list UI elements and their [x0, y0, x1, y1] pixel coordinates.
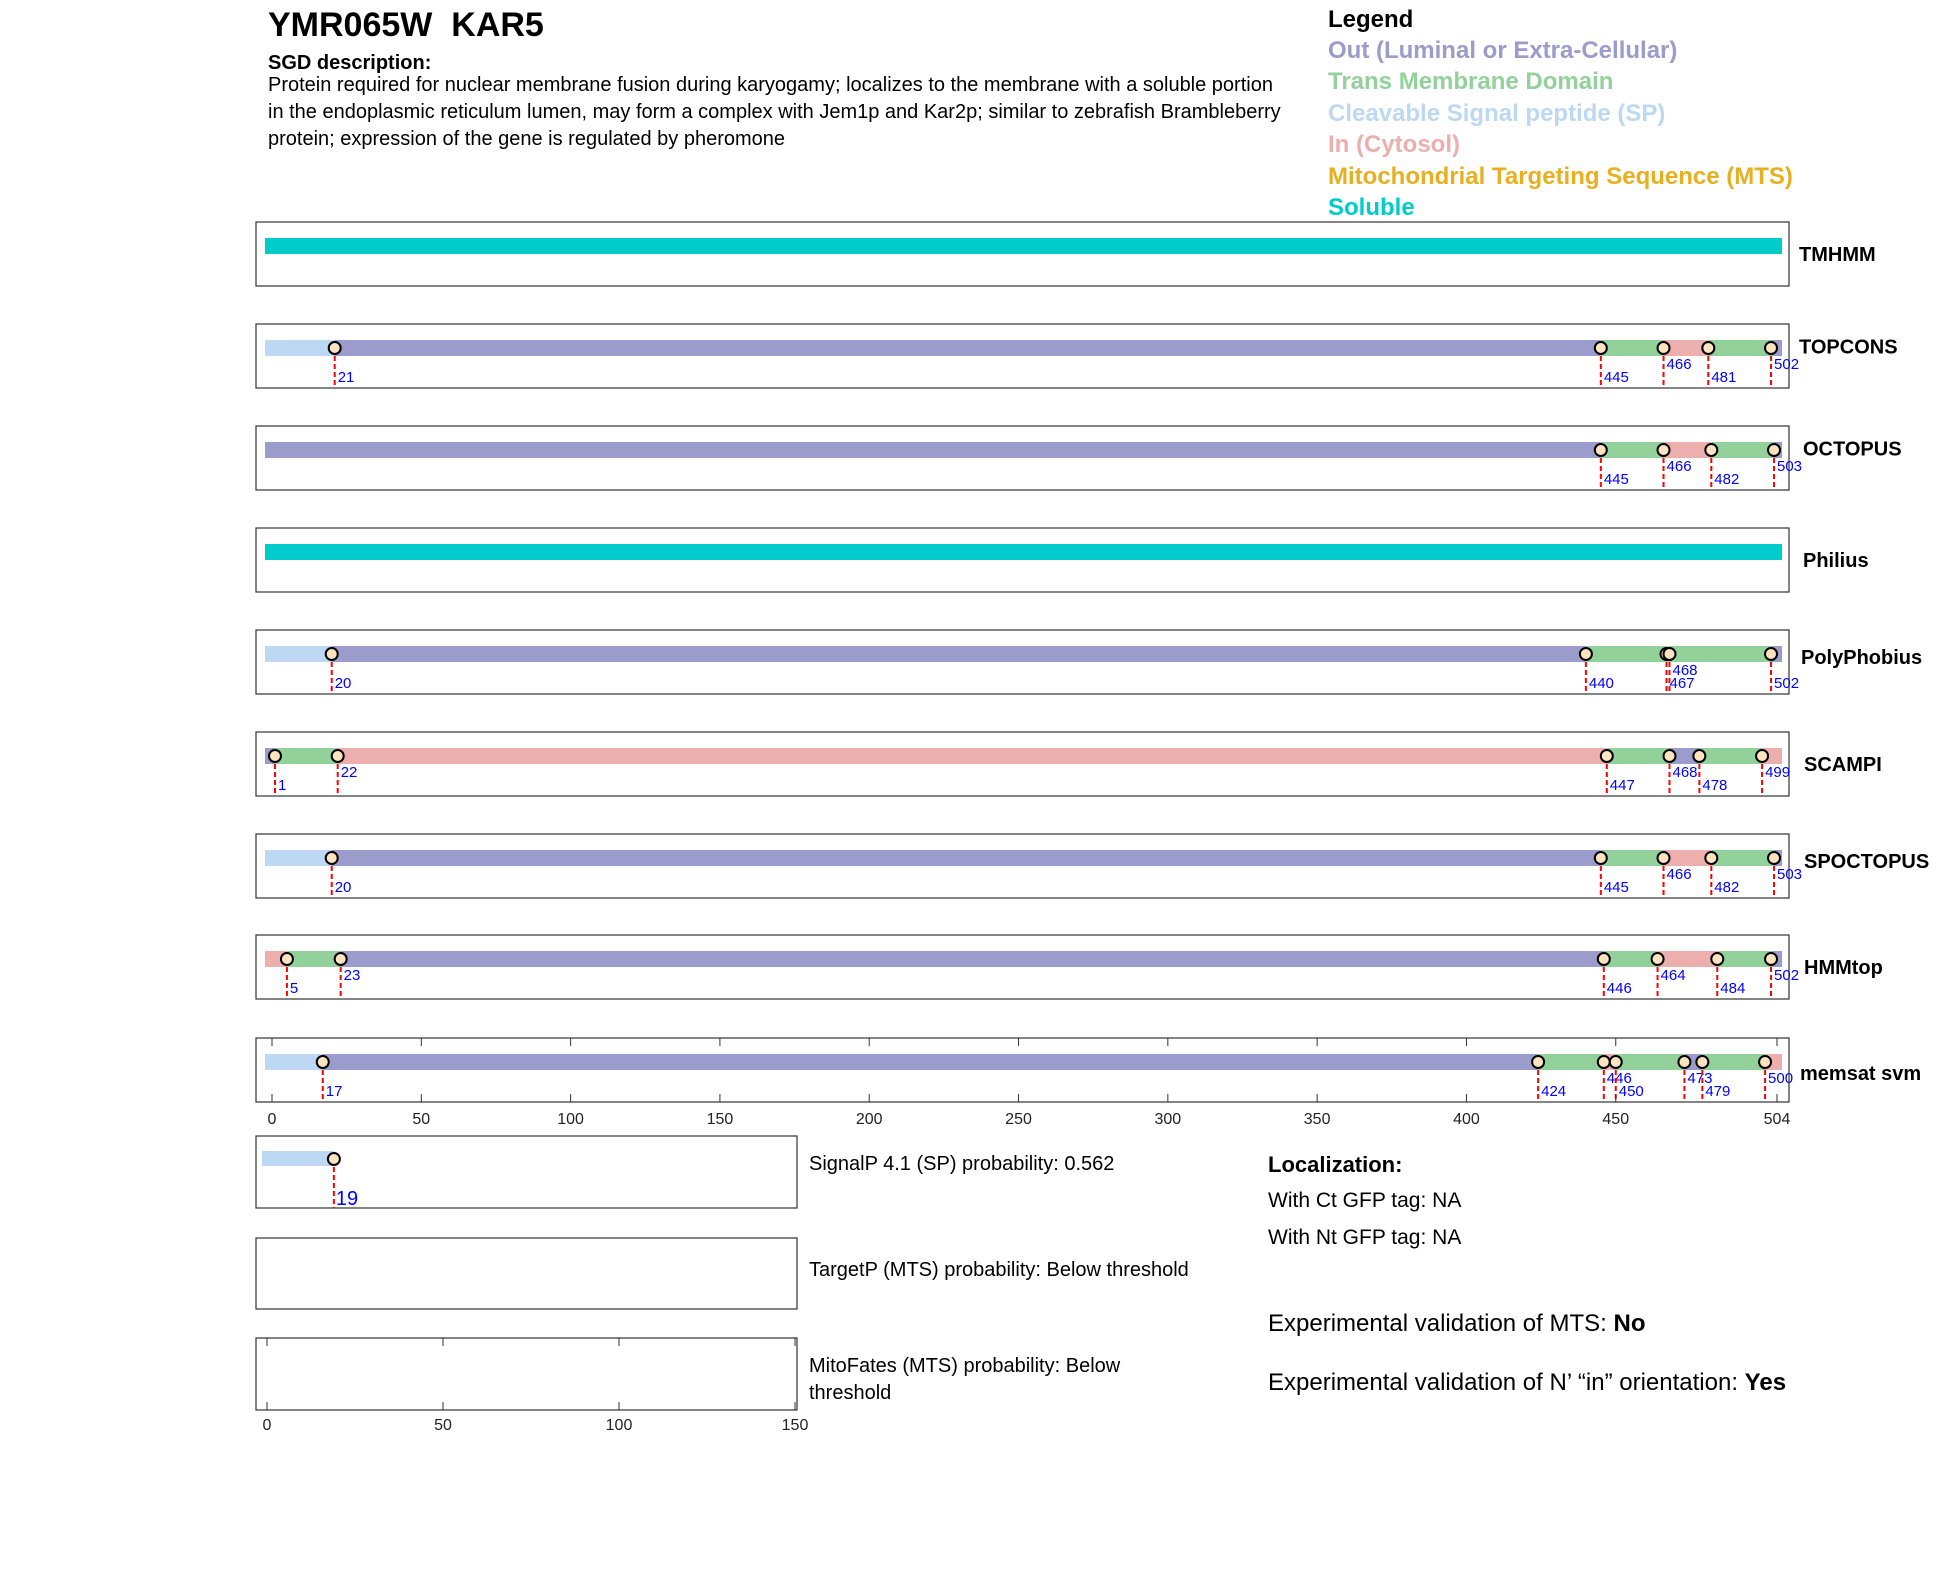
segment-out [341, 951, 1604, 967]
segment-in [1664, 850, 1712, 866]
marker-label: 466 [1666, 356, 1692, 373]
small-track-frame [256, 1238, 797, 1309]
track-name: OCTOPUS [1803, 438, 1902, 461]
axis-tick-label: 350 [1303, 1111, 1331, 1128]
marker-dot [1658, 342, 1670, 354]
marker-label: 478 [1702, 777, 1728, 794]
marker-label: 482 [1714, 879, 1740, 896]
legend-item-mts: Mitochondrial Targeting Sequence (MTS) [1328, 163, 1793, 190]
segment-sp [262, 1151, 334, 1166]
marker-dot [269, 750, 281, 762]
marker-dot [1658, 852, 1670, 864]
marker-dot [335, 953, 347, 965]
axis-tick-label: 50 [434, 1417, 452, 1434]
marker-dot [1664, 750, 1676, 762]
signalp-probability: SignalP 4.1 (SP) probability: 0.562 [809, 1153, 1115, 1175]
axis-tick-label: 450 [1602, 1111, 1630, 1128]
marker-dot [1652, 953, 1664, 965]
axis-tick-label: 0 [262, 1417, 272, 1434]
axis-tick-label: 150 [781, 1417, 809, 1434]
marker-label: 503 [1777, 866, 1803, 883]
track-name: TOPCONS [1799, 336, 1898, 359]
track-polyphobius [256, 630, 1922, 694]
track-octopus [256, 426, 1902, 490]
marker-dot [1756, 750, 1768, 762]
segment-in [1664, 442, 1712, 458]
marker-dot [1595, 444, 1607, 456]
track-spoctopus [256, 834, 1929, 898]
mitofates-probability: MitoFates (MTS) probability: Below threshold [809, 1355, 1121, 1404]
marker-label: 466 [1666, 866, 1692, 883]
segment-tm [1711, 850, 1774, 866]
marker-label: 479 [1705, 1083, 1731, 1100]
marker-label: 445 [1603, 369, 1629, 386]
segment-tm [1604, 951, 1658, 967]
marker-dot [1532, 1056, 1544, 1068]
legend-item-out: Out (Luminal or Extra-Cellular) [1328, 37, 1678, 64]
segment-tm [1711, 442, 1774, 458]
marker-label: 468 [1672, 764, 1698, 781]
legend-title: Legend [1328, 6, 1414, 33]
segment-tm [275, 748, 338, 764]
experimental-mts [1268, 1310, 1645, 1338]
small-track-targetp [256, 1238, 797, 1309]
marker-label: 21 [337, 369, 355, 386]
segment-in [338, 748, 1607, 764]
track-topcons [256, 324, 1898, 388]
segment-tm [1607, 748, 1670, 764]
track-name: SPOCTOPUS [1804, 850, 1930, 873]
marker-label: 502 [1774, 356, 1800, 373]
experimental-mts-label: Experimental validation of MTS: [1268, 1310, 1614, 1337]
marker-label: 446 [1606, 980, 1632, 997]
marker-dot [1768, 852, 1780, 864]
marker-dot [1598, 1056, 1610, 1068]
marker-dot [326, 648, 338, 660]
marker-dot [281, 953, 293, 965]
segment-sp [265, 340, 335, 356]
axis-tick-label: 250 [1005, 1111, 1032, 1128]
marker-dot [1702, 342, 1714, 354]
marker-dot [1610, 1056, 1622, 1068]
marker-label: 468 [1672, 662, 1698, 679]
marker-dot [1765, 648, 1777, 660]
marker-label: 446 [1606, 1070, 1632, 1087]
segment-out [323, 1054, 1538, 1070]
axis-tick-label: 0 [267, 1111, 277, 1128]
legend-item-in: In (Cytosol) [1328, 131, 1460, 158]
experimental-mts-value: No [1613, 1310, 1646, 1337]
segment-tm [1601, 442, 1664, 458]
segment-tm [1708, 340, 1771, 356]
localization-ct: With Ct GFP tag: NA [1268, 1189, 1462, 1212]
marker-label: 482 [1714, 471, 1740, 488]
marker-dot [1759, 1056, 1771, 1068]
segment-in [1658, 951, 1718, 967]
track-name: PolyPhobius [1801, 646, 1923, 669]
legend-item-sp: Cleavable Signal peptide (SP) [1328, 100, 1666, 127]
sgd-heading: SGD description: [268, 52, 432, 74]
segment-sp [265, 1054, 323, 1070]
marker-label: 447 [1609, 777, 1635, 794]
marker-dot [1696, 1056, 1708, 1068]
marker-label: 20 [334, 879, 352, 896]
marker-label: 502 [1774, 675, 1800, 692]
marker-label: 500 [1768, 1070, 1794, 1087]
segment-tm [1702, 1054, 1765, 1070]
gene-title: YMR065W KAR5 [268, 6, 544, 44]
marker-dot [332, 750, 344, 762]
marker-label: 503 [1777, 458, 1803, 475]
legend-item-tm: Trans Membrane Domain [1328, 68, 1614, 95]
segment-sp [265, 646, 332, 662]
marker-dot [1765, 342, 1777, 354]
track-name: HMMtop [1804, 957, 1883, 979]
marker-label: 5 [289, 980, 299, 997]
track-name: TMHMM [1799, 244, 1876, 266]
localization-heading: Localization: [1268, 1152, 1403, 1177]
marker-dot [1768, 444, 1780, 456]
marker-label: 481 [1711, 369, 1737, 386]
marker-dot [1598, 953, 1610, 965]
marker-label: 445 [1603, 879, 1629, 896]
track-scampi [256, 732, 1882, 796]
segment-out [265, 442, 1601, 458]
marker-dot [1601, 750, 1613, 762]
track-name: SCAMPI [1804, 754, 1882, 776]
marker-label: 1 [277, 777, 287, 794]
track-tmhmm [256, 222, 1876, 286]
marker-dot [1658, 444, 1670, 456]
marker-label: 424 [1541, 1083, 1567, 1100]
track-memsat-svm [256, 1038, 1921, 1102]
track-hmmtop [256, 935, 1883, 999]
track-philius [256, 528, 1869, 592]
marker-label: 502 [1774, 967, 1800, 984]
marker-dot [329, 342, 341, 354]
localization-nt: With Nt GFP tag: NA [1268, 1226, 1462, 1249]
experimental-n-in [1268, 1369, 1786, 1397]
segment-tm [287, 951, 341, 967]
targetp-probability: TargetP (MTS) probability: Below threshold [809, 1259, 1189, 1281]
segment-tm [1601, 340, 1664, 356]
segment-tm [1717, 951, 1771, 967]
marker-dot [1765, 953, 1777, 965]
marker-dot [1580, 648, 1592, 660]
marker-label: 467 [1669, 675, 1695, 692]
marker-label: 23 [343, 967, 361, 984]
marker-dot [1664, 648, 1676, 660]
marker-label: 20 [334, 675, 352, 692]
marker-label: 17 [325, 1083, 343, 1100]
experimental-n-in-value: Yes [1744, 1369, 1787, 1396]
legend-item-soluble: Soluble [1328, 194, 1415, 221]
marker-label: 19 [335, 1188, 359, 1210]
marker-label: 484 [1720, 980, 1746, 997]
segment-soluble [265, 238, 1782, 254]
marker-label: 464 [1660, 967, 1686, 984]
marker-dot [328, 1153, 340, 1165]
track-name: Philius [1803, 550, 1869, 572]
marker-dot [1705, 444, 1717, 456]
marker-dot [1693, 750, 1705, 762]
track-name: memsat svm [1800, 1063, 1922, 1086]
axis-tick-label: 504 [1763, 1111, 1791, 1128]
axis-tick-label: 300 [1154, 1111, 1182, 1128]
marker-label: 499 [1765, 764, 1791, 781]
segment-tm [1699, 748, 1762, 764]
small-track-frame [256, 1338, 797, 1410]
segment-sp [265, 850, 332, 866]
marker-label: 22 [340, 764, 358, 781]
experimental-n-in-label: Experimental validation of N’ “in” orientation: [1268, 1369, 1745, 1396]
segment-tm [1601, 850, 1664, 866]
sgd-description: Protein required for nuclear membrane fusion during karyogamy; localizes to the membrane with a soluble portion in the endoplasmic reticulum lumen, may form a complex with Jem1p and Kar2p; similar to zebrafish Brambleberry protein; expression of the gene is regulated by pheromone [268, 74, 1281, 150]
marker-dot [1595, 852, 1607, 864]
marker-label: 466 [1666, 458, 1692, 475]
axis-tick-label: 200 [855, 1111, 883, 1128]
marker-dot [317, 1056, 329, 1068]
marker-dot [1711, 953, 1723, 965]
segment-soluble [265, 544, 1782, 560]
axis-tick-label: 100 [557, 1111, 584, 1128]
marker-dot [1595, 342, 1607, 354]
segment-tm [1670, 646, 1772, 662]
segment-tm [1586, 646, 1667, 662]
marker-dot [326, 852, 338, 864]
marker-label: 445 [1603, 471, 1629, 488]
marker-label: 473 [1687, 1070, 1713, 1087]
marker-dot [1678, 1056, 1690, 1068]
segment-tm [1616, 1054, 1685, 1070]
small-track-signalp [256, 1136, 797, 1210]
axis-tick-label: 150 [706, 1111, 734, 1128]
axis-tick-label: 100 [605, 1417, 633, 1434]
segment-out [332, 646, 1586, 662]
axis-tick-label: 50 [412, 1111, 431, 1128]
segment-out [332, 850, 1601, 866]
marker-label: 440 [1588, 675, 1614, 692]
marker-label: 450 [1618, 1083, 1644, 1100]
segment-out [335, 340, 1601, 356]
small-track-mitofates [256, 1338, 797, 1410]
segment-tm [1538, 1054, 1604, 1070]
axis-tick-label: 400 [1453, 1111, 1480, 1128]
marker-dot [1705, 852, 1717, 864]
